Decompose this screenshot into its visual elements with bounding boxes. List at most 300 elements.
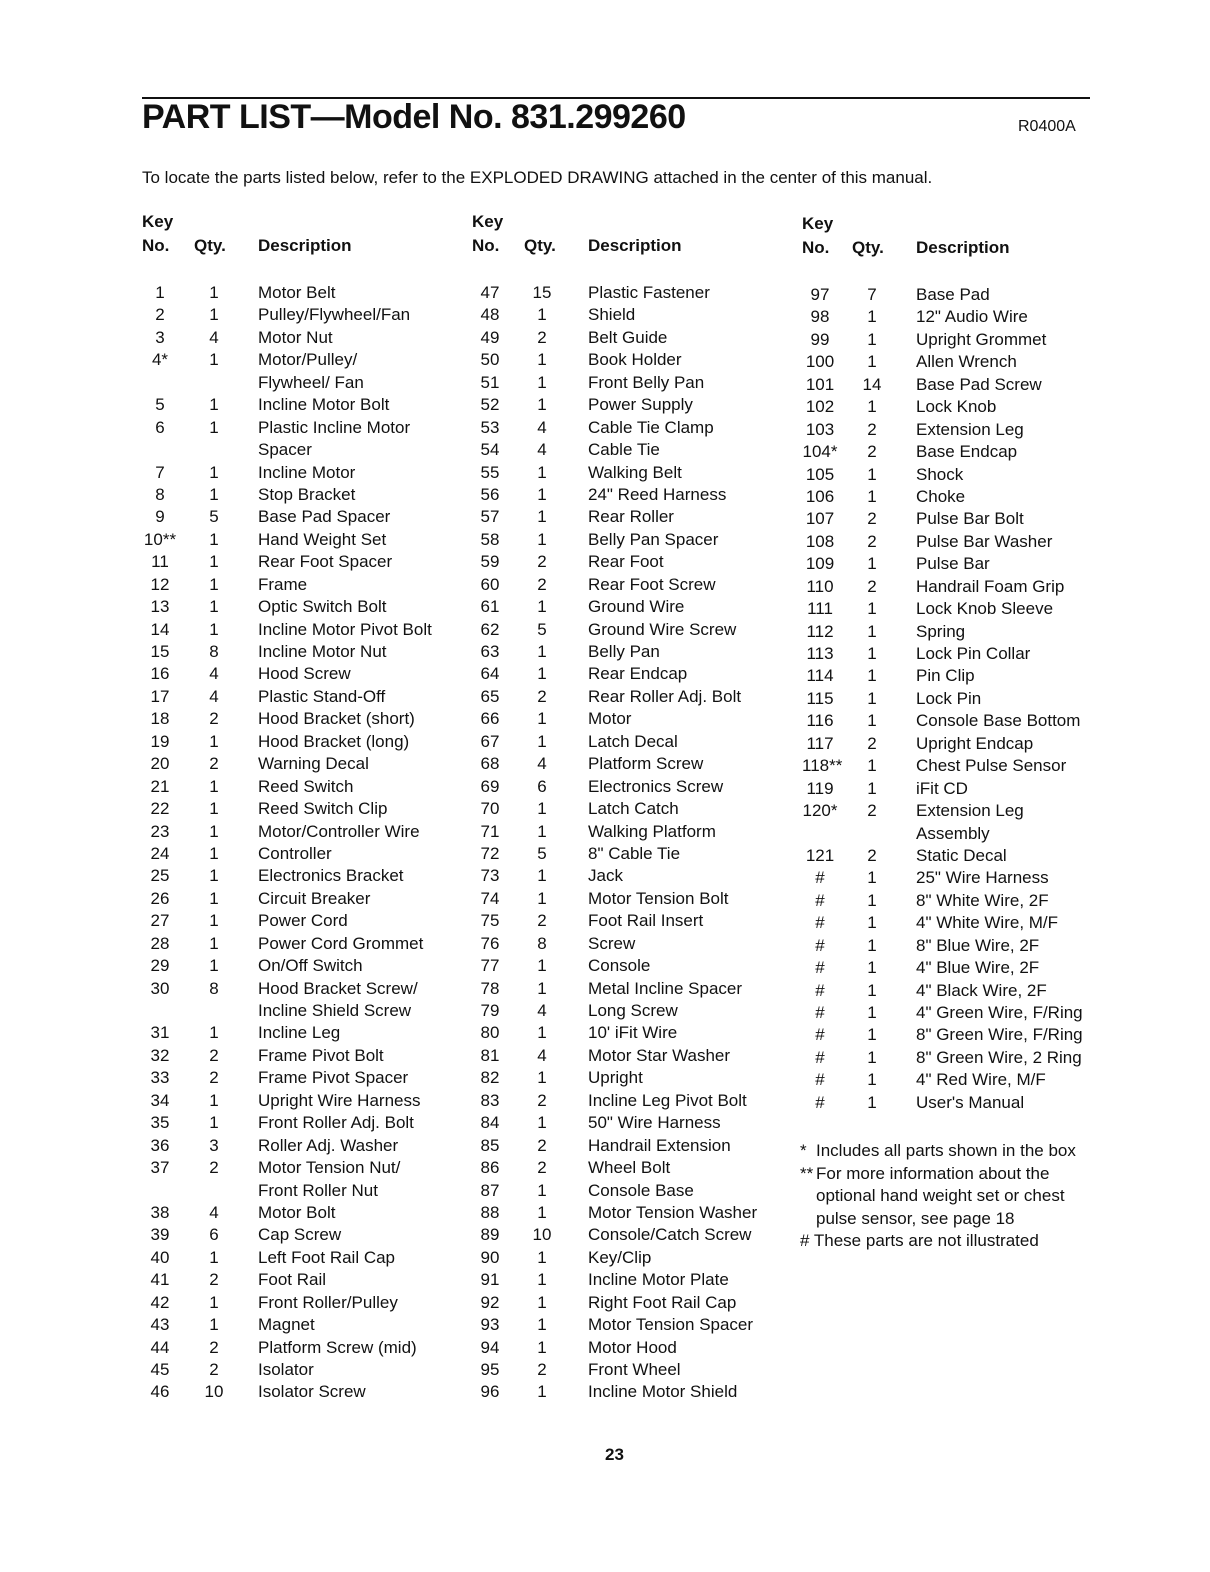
page-number: 23 — [605, 1445, 624, 1464]
part-row — [142, 1112, 462, 1134]
part-row — [802, 306, 1122, 328]
part-quantity: 1 — [537, 1180, 547, 1200]
part-key-number: 3 — [155, 327, 165, 347]
part-key-number: 104* — [802, 442, 838, 462]
part-description: Hood Screw — [258, 664, 351, 684]
part-quantity: 5 — [537, 619, 547, 639]
part-row — [802, 935, 1122, 957]
part-row — [142, 1180, 462, 1202]
part-row — [802, 688, 1122, 710]
part-quantity: 1 — [867, 711, 877, 731]
part-key-number: 107 — [805, 509, 835, 529]
part-row — [472, 1247, 792, 1269]
part-key-number: 117 — [806, 733, 834, 753]
part-quantity: 1 — [867, 644, 877, 663]
part-key-number: 111 — [807, 599, 833, 619]
part-quantity: 2 — [867, 576, 877, 596]
part-description: Walking Platform — [588, 821, 716, 841]
description-header: Description — [258, 236, 352, 255]
part-row — [472, 753, 792, 775]
part-row — [142, 641, 462, 663]
no-header: No. — [142, 236, 170, 255]
part-key-number: 54 — [480, 440, 500, 460]
part-key-number: 7 — [155, 462, 165, 482]
part-row — [142, 753, 462, 775]
part-row — [472, 1000, 792, 1022]
part-row — [142, 372, 462, 394]
part-row — [802, 553, 1122, 575]
part-description: 8" Blue Wire, 2F — [916, 935, 1040, 955]
part-description: Shock — [916, 464, 964, 484]
part-quantity: 1 — [537, 597, 547, 617]
part-row — [802, 1092, 1122, 1114]
part-description: Electronics Screw — [588, 776, 724, 796]
part-description: Motor Tension Washer — [588, 1202, 758, 1222]
part-row — [802, 1002, 1122, 1024]
part-key-number: 31 — [150, 1023, 170, 1043]
part-key-number: 87 — [480, 1180, 500, 1200]
part-key-number: 49 — [480, 327, 500, 347]
part-quantity: 10 — [532, 1225, 552, 1245]
part-row — [472, 462, 792, 484]
part-quantity: 1 — [867, 1003, 877, 1022]
part-key-number: 56 — [480, 484, 500, 504]
part-description: Incline Motor Nut — [258, 642, 387, 661]
part-row — [142, 1337, 462, 1359]
part-quantity: 2 — [867, 531, 877, 551]
part-quantity: 1 — [209, 821, 219, 841]
part-description: Ground Wire — [588, 597, 685, 617]
part-description: Incline Motor Plate — [588, 1270, 729, 1290]
part-key-number: # — [815, 1047, 825, 1067]
page-title: PART LIST—Model No. 831.299260 — [142, 98, 686, 136]
part-row — [472, 663, 792, 685]
part-description: Hood Bracket (long) — [258, 731, 410, 751]
part-key-number: 53 — [480, 417, 500, 437]
part-key-number: 69 — [480, 776, 500, 796]
part-quantity: 1 — [209, 911, 219, 931]
part-row — [142, 708, 462, 730]
part-quantity: 1 — [209, 395, 219, 415]
part-description: Rear Foot Screw — [588, 574, 716, 594]
part-row — [802, 733, 1122, 755]
part-row — [142, 910, 462, 932]
part-row — [142, 1067, 462, 1089]
part-quantity: 2 — [537, 1158, 547, 1178]
part-row — [472, 708, 792, 730]
part-row — [802, 441, 1122, 463]
part-quantity: 1 — [537, 799, 547, 819]
part-quantity: 3 — [209, 1135, 219, 1155]
part-description: Key/Clip — [588, 1247, 652, 1267]
part-description: Left Foot Rail Cap — [258, 1247, 396, 1267]
part-row — [472, 1337, 792, 1359]
part-key-number: 60 — [480, 574, 500, 594]
part-key-number: 32 — [150, 1045, 170, 1065]
part-description: Front Roller Nut — [258, 1180, 378, 1200]
part-quantity: 1 — [537, 1068, 547, 1088]
part-key-number: 65 — [480, 686, 500, 706]
part-description: Incline Leg Pivot Bolt — [588, 1090, 747, 1110]
part-description: Rear Roller Adj. Bolt — [588, 686, 742, 706]
part-key-number: 114 — [806, 666, 834, 686]
part-quantity: 1 — [867, 958, 877, 978]
part-row — [472, 1045, 792, 1067]
footnote — [800, 1140, 1100, 1163]
part-description: Power Cord Grommet — [258, 933, 424, 953]
part-key-number: 75 — [480, 911, 500, 931]
part-key-number: # — [815, 1025, 825, 1045]
description-header: Description — [588, 236, 682, 255]
part-row — [142, 506, 462, 528]
part-quantity: 1 — [867, 464, 877, 484]
part-row — [802, 710, 1122, 732]
part-key-number: # — [815, 868, 825, 888]
part-description: Console Base Bottom — [916, 711, 1081, 731]
part-description: Incline Motor Shield — [588, 1382, 738, 1402]
part-quantity: 2 — [537, 686, 547, 706]
part-key-number: 47 — [480, 283, 500, 302]
part-description: Long Screw — [588, 1001, 678, 1020]
part-key-number: 90 — [480, 1247, 500, 1267]
part-description: Foot Rail — [258, 1270, 327, 1290]
part-key-number: 5 — [155, 395, 165, 415]
part-description: Platform Screw (mid) — [258, 1337, 417, 1357]
part-quantity: 2 — [537, 911, 547, 931]
part-quantity: 1 — [537, 1113, 547, 1133]
part-row — [472, 1112, 792, 1134]
part-row — [802, 486, 1122, 508]
part-description: Console Base — [588, 1180, 694, 1200]
part-row — [472, 1381, 792, 1403]
part-key-number: 101 — [805, 374, 835, 394]
part-quantity: 2 — [209, 1360, 219, 1379]
part-description: Latch Catch — [588, 799, 679, 819]
part-key-number: 58 — [480, 529, 500, 549]
part-quantity: 2 — [867, 442, 877, 462]
part-description: Flywheel/ Fan — [258, 372, 364, 392]
intro-text: To locate the parts listed below, refer to the EXPLODED DRAWING attached in the center of this manual. — [142, 168, 933, 187]
part-quantity: 10 — [204, 1382, 224, 1402]
part-quantity: 1 — [867, 329, 877, 349]
part-description: Console/Catch Screw — [588, 1225, 752, 1245]
part-description: Hood Bracket (short) — [258, 709, 415, 729]
part-row — [802, 643, 1122, 665]
part-row — [142, 1359, 462, 1381]
part-row — [142, 955, 462, 977]
part-description: Spring — [916, 621, 966, 641]
parts-rows — [142, 282, 462, 1404]
part-description: Incline Motor Pivot Bolt — [258, 619, 432, 639]
footnote-text: These parts are not illustrated — [813, 1231, 1039, 1251]
part-row — [472, 304, 792, 326]
part-row — [472, 888, 792, 910]
part-description: Frame Pivot Bolt — [258, 1045, 384, 1065]
part-quantity: 1 — [209, 1292, 219, 1312]
part-key-number: 48 — [480, 305, 500, 325]
part-row — [472, 439, 792, 461]
part-row — [142, 663, 462, 685]
part-key-number: # — [815, 980, 825, 1000]
part-row — [142, 1247, 462, 1269]
part-description: Plastic Incline Motor — [258, 417, 411, 437]
part-row — [472, 865, 792, 887]
part-key-number: 99 — [810, 329, 830, 349]
part-quantity: 1 — [537, 350, 547, 370]
part-quantity: 1 — [867, 486, 877, 506]
part-key-number: 109 — [805, 554, 835, 574]
part-quantity: 2 — [209, 1158, 219, 1178]
qty-header: Qty. — [194, 236, 226, 255]
part-row — [802, 374, 1122, 396]
part-quantity: 1 — [209, 776, 219, 796]
part-description: Rear Foot — [588, 552, 664, 572]
part-description: Pulley/Flywheel/Fan — [258, 305, 411, 325]
part-row — [142, 686, 462, 708]
part-quantity: 1 — [867, 688, 877, 708]
part-quantity: 1 — [209, 956, 219, 976]
part-key-number: 24 — [150, 843, 170, 863]
part-description: Ground Wire Screw — [588, 619, 737, 639]
part-key-number: # — [815, 1003, 825, 1022]
part-description: Warning Decal — [258, 754, 369, 774]
part-key-number: 28 — [150, 933, 170, 953]
part-quantity: 1 — [209, 529, 219, 549]
part-row — [142, 349, 462, 371]
part-quantity: 1 — [537, 731, 547, 751]
part-quantity: 4 — [537, 417, 547, 437]
part-row — [472, 843, 792, 865]
part-quantity: 1 — [867, 778, 877, 798]
part-quantity: 1 — [537, 507, 547, 527]
part-row — [802, 957, 1122, 979]
part-description: Belly Pan — [588, 642, 660, 661]
part-quantity: 8 — [209, 978, 219, 998]
part-key-number: 105 — [805, 464, 835, 484]
part-quantity: 1 — [537, 1337, 547, 1357]
part-row — [472, 641, 792, 663]
part-description: Frame Pivot Spacer — [258, 1068, 409, 1088]
part-row — [142, 282, 462, 304]
part-description: Static Decal — [916, 845, 1007, 865]
part-key-number: 112 — [806, 621, 834, 641]
part-description: Circuit Breaker — [258, 888, 371, 908]
part-description: Allen Wrench — [916, 352, 1017, 372]
part-quantity: 2 — [867, 419, 877, 439]
part-row — [142, 551, 462, 573]
part-description: Console — [588, 956, 651, 976]
part-quantity: 2 — [537, 1090, 547, 1110]
part-description: Base Pad — [916, 285, 990, 304]
part-quantity: 1 — [867, 621, 877, 641]
part-quantity: 1 — [209, 283, 219, 302]
part-row — [142, 596, 462, 618]
part-key-number: 2 — [155, 305, 165, 325]
part-key-number: 79 — [480, 1001, 500, 1020]
part-row — [802, 531, 1122, 553]
part-quantity: 1 — [537, 709, 547, 729]
part-quantity: 8 — [537, 933, 547, 953]
part-quantity: 1 — [537, 1202, 547, 1222]
part-quantity: 1 — [209, 799, 219, 819]
part-description: Upright — [588, 1068, 643, 1088]
part-description: Lock Knob Sleeve — [916, 599, 1054, 619]
part-key-number: # — [815, 1070, 825, 1090]
part-description: Motor Tension Spacer — [588, 1315, 754, 1335]
part-description: Front Roller Adj. Bolt — [258, 1113, 414, 1133]
part-row — [802, 284, 1122, 306]
part-description: iFit CD — [916, 778, 968, 798]
part-key-number: 10** — [143, 529, 177, 549]
part-description: 50" Wire Harness — [588, 1113, 721, 1133]
part-quantity: 1 — [537, 1023, 547, 1043]
part-key-number: 98 — [810, 307, 830, 327]
part-key-number: 45 — [150, 1360, 170, 1379]
part-row — [472, 596, 792, 618]
part-row — [472, 933, 792, 955]
part-description: Controller — [258, 843, 332, 863]
part-row — [142, 798, 462, 820]
part-key-number: 12 — [150, 574, 170, 594]
part-description: Plastic Stand-Off — [258, 686, 386, 706]
part-key-number: 14 — [150, 619, 170, 639]
part-row — [142, 1045, 462, 1067]
part-key-number: 22 — [150, 799, 170, 819]
part-row — [142, 1314, 462, 1336]
part-description: Cap Screw — [258, 1225, 342, 1245]
part-quantity: 5 — [209, 507, 219, 527]
part-description: Foot Rail Insert — [588, 911, 704, 931]
part-description: 12" Audio Wire — [916, 307, 1028, 327]
part-key-number: 76 — [480, 933, 500, 953]
part-key-number: 81 — [480, 1045, 500, 1065]
part-quantity: 2 — [867, 509, 877, 529]
part-key-number: 25 — [150, 866, 170, 886]
part-description: Motor Bolt — [258, 1202, 336, 1222]
part-quantity: 1 — [209, 933, 219, 953]
part-row — [142, 1157, 462, 1179]
part-row — [142, 821, 462, 843]
part-key-number: 43 — [150, 1315, 170, 1335]
part-description: Rear Foot Spacer — [258, 552, 393, 572]
part-key-number: 72 — [480, 843, 500, 863]
part-description: Base Endcap — [916, 442, 1018, 462]
part-key-number: 82 — [480, 1068, 500, 1088]
part-quantity: 1 — [537, 821, 547, 841]
part-description: Hand Weight Set — [258, 529, 387, 549]
part-description: Motor/Controller Wire — [258, 821, 420, 841]
part-quantity: 15 — [532, 283, 552, 302]
part-key-number: 26 — [150, 888, 170, 908]
part-description: User's Manual — [916, 1092, 1025, 1112]
part-description: 24" Reed Harness — [588, 484, 727, 504]
part-description: Motor — [588, 709, 632, 729]
part-description: 8" Green Wire, F/Ring — [916, 1025, 1083, 1045]
part-description: On/Off Switch — [258, 956, 363, 976]
part-key-number: 68 — [480, 754, 500, 774]
part-row — [472, 1157, 792, 1179]
part-key-number: 120* — [802, 801, 838, 821]
key-header: Key — [802, 214, 834, 233]
part-row — [472, 506, 792, 528]
part-description: Motor Star Washer — [588, 1045, 731, 1065]
part-description: Extension Leg — [916, 801, 1024, 821]
part-key-number: 93 — [480, 1315, 500, 1335]
footnote — [800, 1163, 1100, 1231]
part-description: Jack — [588, 866, 623, 886]
part-description: Front Roller/Pulley — [258, 1292, 398, 1312]
part-row — [802, 1024, 1122, 1046]
part-row — [472, 484, 792, 506]
part-key-number: # — [815, 958, 825, 978]
part-key-number: 92 — [480, 1292, 500, 1312]
part-row — [142, 776, 462, 798]
part-key-number: 9 — [155, 507, 165, 527]
part-description: Rear Endcap — [588, 664, 688, 684]
part-row — [472, 1292, 792, 1314]
part-quantity: 2 — [209, 1045, 219, 1065]
part-row — [142, 439, 462, 461]
part-quantity: 1 — [867, 352, 877, 372]
part-row — [142, 1224, 462, 1246]
part-key-number: 6 — [155, 417, 165, 437]
part-description: 10' iFit Wire — [588, 1023, 678, 1043]
part-quantity: 1 — [209, 574, 219, 594]
part-row — [142, 978, 462, 1000]
part-key-number: 1 — [155, 283, 165, 302]
part-description: Extension Leg — [916, 419, 1024, 439]
part-description: Motor Tension Nut/ — [258, 1158, 401, 1178]
part-row — [802, 1047, 1122, 1069]
parts-rows — [472, 282, 792, 1404]
footnote-symbol: # — [800, 1231, 810, 1251]
footnotes — [800, 1140, 1100, 1253]
part-row — [142, 1202, 462, 1224]
part-quantity: 4 — [537, 1045, 547, 1065]
part-row — [142, 1381, 462, 1403]
part-quantity: 1 — [209, 1247, 219, 1267]
part-quantity: 4 — [537, 440, 547, 460]
part-row — [142, 731, 462, 753]
part-key-number: 33 — [150, 1068, 170, 1088]
part-description: Lock Knob — [916, 397, 997, 417]
part-description: Lock Pin Collar — [916, 644, 1031, 663]
part-description: Incline Motor — [258, 462, 356, 482]
part-description: Roller Adj. Washer — [258, 1135, 399, 1155]
part-key-number: 115 — [806, 688, 834, 708]
part-key-number: 39 — [150, 1225, 170, 1245]
part-description: Incline Shield Screw — [258, 1001, 412, 1020]
part-key-number: 59 — [480, 552, 500, 572]
part-description: Base Pad Spacer — [258, 507, 391, 527]
part-quantity: 1 — [867, 554, 877, 574]
qty-header: Qty. — [524, 236, 556, 255]
part-key-number: 113 — [806, 644, 834, 663]
part-key-number: 37 — [150, 1158, 170, 1178]
part-quantity: 4 — [537, 1001, 547, 1020]
part-row — [472, 417, 792, 439]
part-description: Stop Bracket — [258, 484, 356, 504]
part-quantity: 6 — [209, 1225, 219, 1245]
part-key-number: 70 — [480, 799, 500, 819]
part-quantity: 2 — [537, 574, 547, 594]
part-description: Handrail Foam Grip — [916, 576, 1065, 596]
no-header: No. — [802, 238, 830, 257]
part-quantity: 4 — [209, 664, 219, 684]
part-row — [142, 484, 462, 506]
part-row — [472, 1224, 792, 1246]
part-key-number: 77 — [480, 956, 500, 976]
